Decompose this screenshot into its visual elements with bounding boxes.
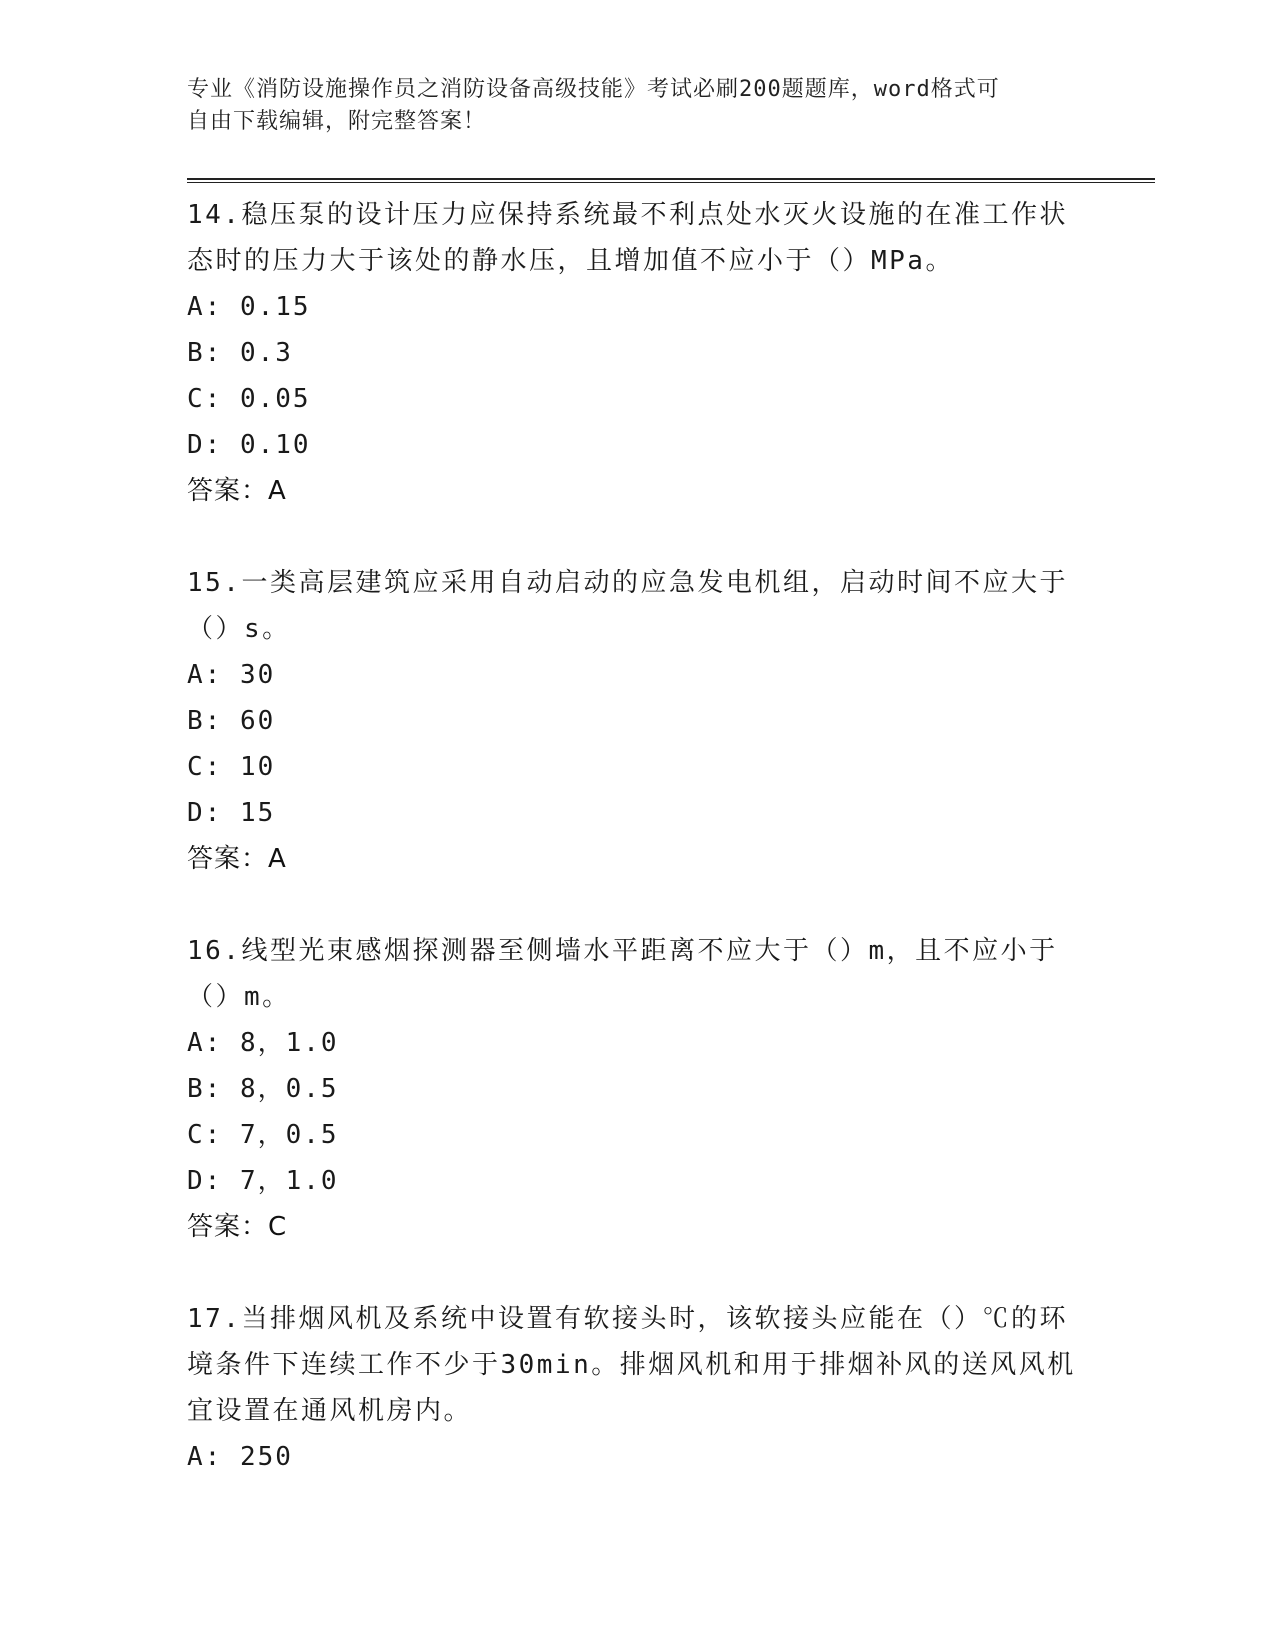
option-a: A: 30 — [187, 660, 276, 690]
answer-label: 答案：C — [187, 1212, 288, 1242]
question-text: 16.线型光束感烟探测器至侧墙水平距离不应大于（）m，且不应小于（）m。 — [187, 936, 1058, 1012]
option-c: C: 0.05 — [187, 384, 311, 414]
option-a: A: 250 — [187, 1442, 293, 1472]
question-text: 14.稳压泵的设计压力应保持系统最不利点处水灭火设施的在准工作状态时的压力大于该处的静水压，且增加值不应小于（）MPa。 — [187, 200, 1068, 276]
option-a: A: 8，1.0 — [187, 1028, 339, 1058]
option-c: C: 10 — [187, 752, 276, 782]
question-list — [187, 192, 1087, 1526]
header-divider-thin — [187, 182, 1155, 183]
header-line-2: 自由下载编辑，附完整答案！ — [187, 109, 487, 134]
option-a: A: 0.15 — [187, 292, 311, 322]
question-text: 15.一类高层建筑应采用自动启动的应急发电机组，启动时间不应大于（）s。 — [187, 568, 1068, 644]
option-d: D: 7，1.0 — [187, 1166, 339, 1196]
option-b: B: 0.3 — [187, 338, 293, 368]
option-d: D: 15 — [187, 798, 276, 828]
option-d: D: 0.10 — [187, 430, 311, 460]
option-b: B: 60 — [187, 706, 276, 736]
answer-label: 答案：A — [187, 844, 287, 874]
question-16 — [187, 928, 1087, 1250]
option-c: C: 7，0.5 — [187, 1120, 339, 1150]
question-15 — [187, 560, 1087, 882]
question-14 — [187, 192, 1087, 514]
question-text: 17.当排烟风机及系统中设置有软接头时，该软接头应能在（）℃的环境条件下连续工作不少于30min。排烟风机和用于排烟补风的送风风机宜设置在通风机房内。 — [187, 1304, 1076, 1426]
question-17 — [187, 1296, 1087, 1480]
option-b: B: 8，0.5 — [187, 1074, 339, 1104]
header-line-1: 专业《消防设施操作员之消防设备高级技能》考试必刷200题题库，word格式可 — [187, 77, 1000, 102]
header-divider-thick — [187, 178, 1155, 180]
answer-label: 答案：A — [187, 476, 287, 506]
document-header — [187, 74, 1067, 138]
